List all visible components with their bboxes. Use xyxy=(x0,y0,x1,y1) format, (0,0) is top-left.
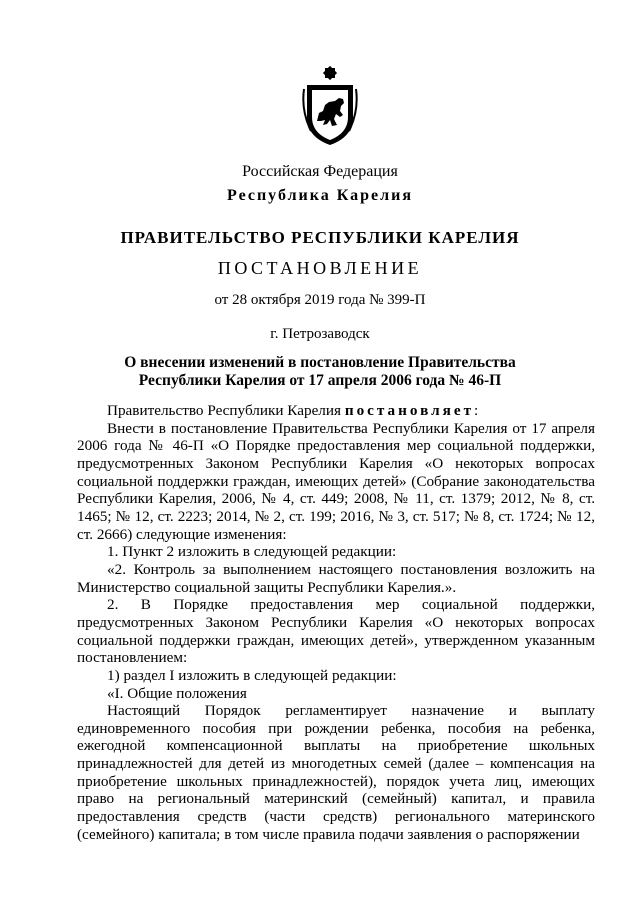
body-paragraph xyxy=(77,402,595,420)
government-title: ПРАВИТЕЛЬСТВО РЕСПУБЛИКИ КАРЕЛИЯ xyxy=(120,228,520,247)
document-subject xyxy=(0,354,640,390)
body-paragraph: 1. Пункт 2 изложить в следующей редакции: xyxy=(107,543,397,561)
preamble-colon: : xyxy=(474,402,479,419)
document-body xyxy=(77,402,595,843)
document-city: г. Петрозаводск xyxy=(270,326,370,342)
document-date-number: от 28 октября 2019 года № 399-П xyxy=(214,292,426,308)
subject-line: Республики Карелия от 17 апреля 2006 года № 46-П xyxy=(138,372,502,389)
republic-name: Республика Карелия xyxy=(227,187,413,204)
star-icon xyxy=(323,66,337,80)
document-type: ПОСТАНОВЛЕНИЕ xyxy=(217,258,423,278)
coat-of-arms-emblem xyxy=(299,65,361,149)
resolution-verb: постановляет xyxy=(344,402,475,419)
subject-line: О внесении изменений в постановление Правительства xyxy=(124,354,516,371)
body-paragraph: Внести в постановление Правительства Республики Карелия от 17 апреля 2006 года № 46-П «О Порядке предоставления мер социальной поддержки, предусмотренных Законом Республики Карелия «О некоторых вопросах социальной поддержки граждан, имеющих детей» (Собрание законодательства Республики Карелия, 2006, № 4, ст. 449; 2008, № 11, ст. 1379; 2012, № 8, ст. 1465; № 12, ст. 2223; 2014, № 2, ст. 199; 2016, № 3, ст. 517; № 8, ст. 1724; № 12, ст. 2666) следующие изменения: xyxy=(77,419,595,543)
body-paragraph: Настоящий Порядок регламентирует назначение и выплату единовременного пособия при рождении ребенка, пособия на ребенка, ежегодной компенсационной выплаты на приобретение школьных принадлежностей для детей из многодетных семей (далее – компенсация на приобретение школьных принадлежностей), порядок учета лиц, имеющих право на региональный материнский (семейный) капитал, и правила предоставления средств (части средств) регионального материнского (семейного) капитала; в том числе правила подачи заявления о распоряжении xyxy=(77,702,595,843)
body-paragraph: 1) раздел I изложить в следующей редакции: xyxy=(107,666,397,684)
body-paragraph: 2. В Порядке предоставления мер социальной поддержки, предусмотренных Законом Республики Карелия «О некоторых вопросах социальной поддержки граждан, имеющих детей», утвержденном указанным постановлением: xyxy=(77,596,595,667)
body-paragraph: «2. Контроль за выполнением настоящего постановления возложить на Министерство социальной защиты Республики Карелия.». xyxy=(77,560,595,596)
section-heading: «I. Общие положения xyxy=(107,684,247,702)
coat-of-arms-icon xyxy=(299,65,361,149)
country-name: Российская Федерация xyxy=(242,163,398,180)
preamble-text: Правительство Республики Карелия xyxy=(107,402,345,419)
